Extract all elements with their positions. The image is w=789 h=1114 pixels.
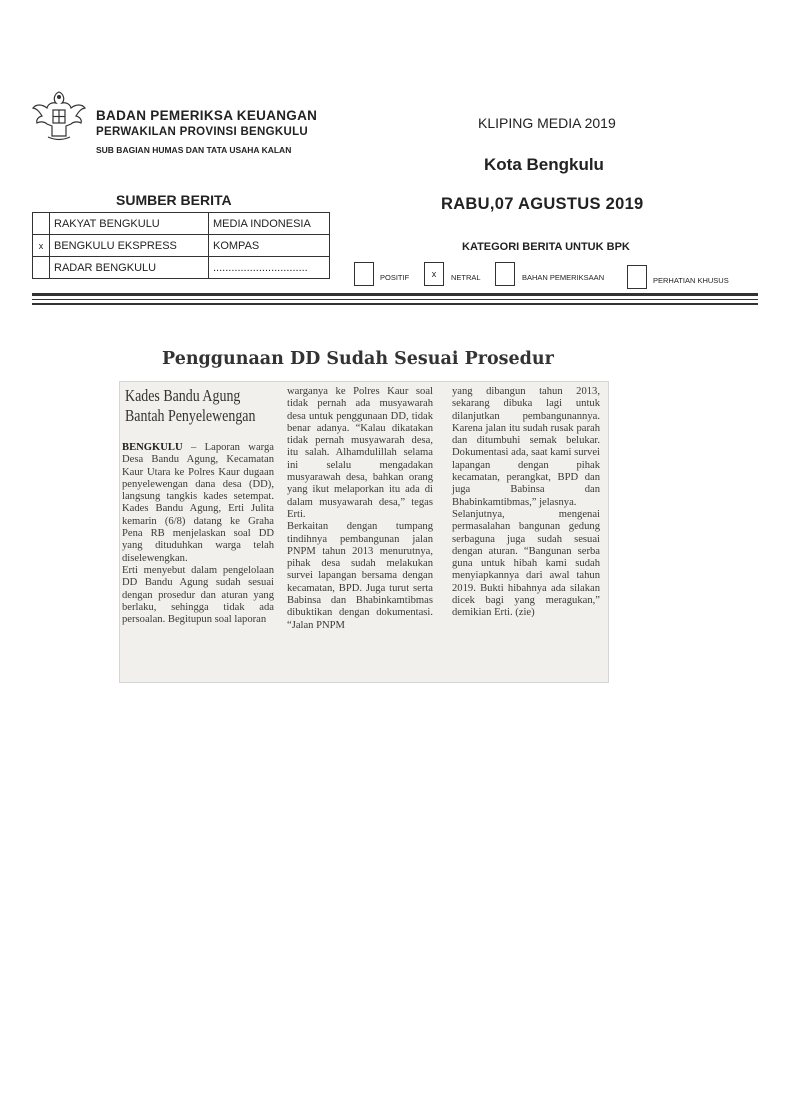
category-checkbox-perhatian: [627, 265, 647, 289]
city-title: Kota Bengkulu: [484, 155, 604, 174]
category-checkbox-netral: x: [424, 262, 444, 286]
source-mark: [33, 213, 50, 235]
category-label: BAHAN PEMERIKSAAN: [522, 273, 605, 282]
org-subdivision: SUB BAGIAN HUMAS DAN TATA USAHA KALAN: [96, 145, 292, 155]
divider: [32, 299, 758, 300]
source-name: MEDIA INDONESIA: [209, 213, 330, 235]
article-column-2: warganya ke Polres Kaur soal tidak pernah ada musyawarah desa untuk penggunaan DD, tidak benar adanya. “Kalau dikatakan tidak pernah musyawarah desa, itu salah. Alhamdulillah selama ini selalu mengadakan musyarawah desa, bahkan orang yang ikut melaporkan itu ada di dalam musyawarah desa,” tegas Erti. Berkaitan dengan tumpang tindihnya pembangunan jalan PNPM tahun 2013 menurutnya, pihak desa sudah melakukan survei lapangan bersama dengan kecamatan, BPD. Juga turut serta Babinsa dan Bhabinkamtibmas dibuktikan dengan dokumentasi. “Jalan PNPM: [287, 386, 433, 631]
date-title: RABU,07 AGUSTUS 2019: [441, 195, 644, 213]
category-heading: KATEGORI BERITA UNTUK BPK: [462, 241, 630, 253]
kliping-title: KLIPING MEDIA 2019: [478, 115, 616, 131]
source-mark: [33, 257, 50, 279]
article-dateline: BENGKULU: [122, 442, 183, 453]
org-name: BADAN PEMERIKSA KEUANGAN: [96, 108, 318, 123]
article-column-3: yang dibangun tahun 2013, sekarang dibuka lagi untuk dilanjutkan pembangunannya. Karena jalan itu sudah rusak parah dan ditumbuhi semak belukar. Dokumentasi ada, saat kami survei lapangan dengan pihak kecamatan, perangkat, BPD dan juga Babinsa dan Bhabinkamtibmas,” jelasnya. Selanjutnya, mengenai permasalahan bangunan gedung serbaguna juga sudah sesuai dengan aturan. “Bangunan serba guna untuk hibah kami sudah menyiapkannya dari awal tahun 2019. Bukti hibahnya ada silakan dicek bagi yang meragukan,” demikian Erti. (zie): [452, 386, 600, 619]
article-text: – Laporan warga Desa Bandu Agung, Kecamatan Kaur Utara ke Polres Kaur dugaan penyelewengan dana desa (DD), langsung tangkis kades setempat. Kades Bandu Agung, Erti Julita kemarin (6/8) datang ke Graha Pena RB menjelaskan soal DD yang dituduhkan warga telah diselewengkan. Erti menyebut dalam pengelolaan DD Bandu Agung sudah sesuai dengan prosedur dan aturan yang berlaku, sehingga tidak ada persoalan. Begitupun soal laporan: [122, 442, 274, 626]
divider: [32, 303, 758, 305]
org-branch: PERWAKILAN PROVINSI BENGKULU: [96, 126, 309, 138]
article-headline: Penggunaan DD Sudah Sesuai Prosedur: [162, 349, 554, 369]
source-name: BENGKULU EKSPRESS: [50, 235, 209, 257]
category-label: NETRAL: [451, 273, 481, 282]
divider: [32, 293, 758, 296]
article-column-1: [122, 442, 274, 626]
source-heading: SUMBER BERITA: [116, 192, 232, 208]
garuda-emblem-icon: [30, 86, 88, 144]
source-mark: x: [33, 235, 50, 257]
source-row: [33, 213, 330, 235]
source-table: [32, 212, 330, 279]
source-name-blank: ...............................: [209, 257, 330, 279]
source-row: [33, 257, 330, 279]
category-label: POSITIF: [380, 273, 410, 282]
category-label: PERHATIAN KHUSUS: [653, 276, 729, 285]
category-checkbox-positif: [354, 262, 374, 286]
source-name: RADAR BENGKULU: [50, 257, 209, 279]
source-name: KOMPAS: [209, 235, 330, 257]
source-row: [33, 235, 330, 257]
article-subheadline: Kades Bandu Agung Bantah Penyelewengan: [125, 386, 256, 425]
category-checkbox-bahan: [495, 262, 515, 286]
source-name: RAKYAT BENGKULU: [50, 213, 209, 235]
